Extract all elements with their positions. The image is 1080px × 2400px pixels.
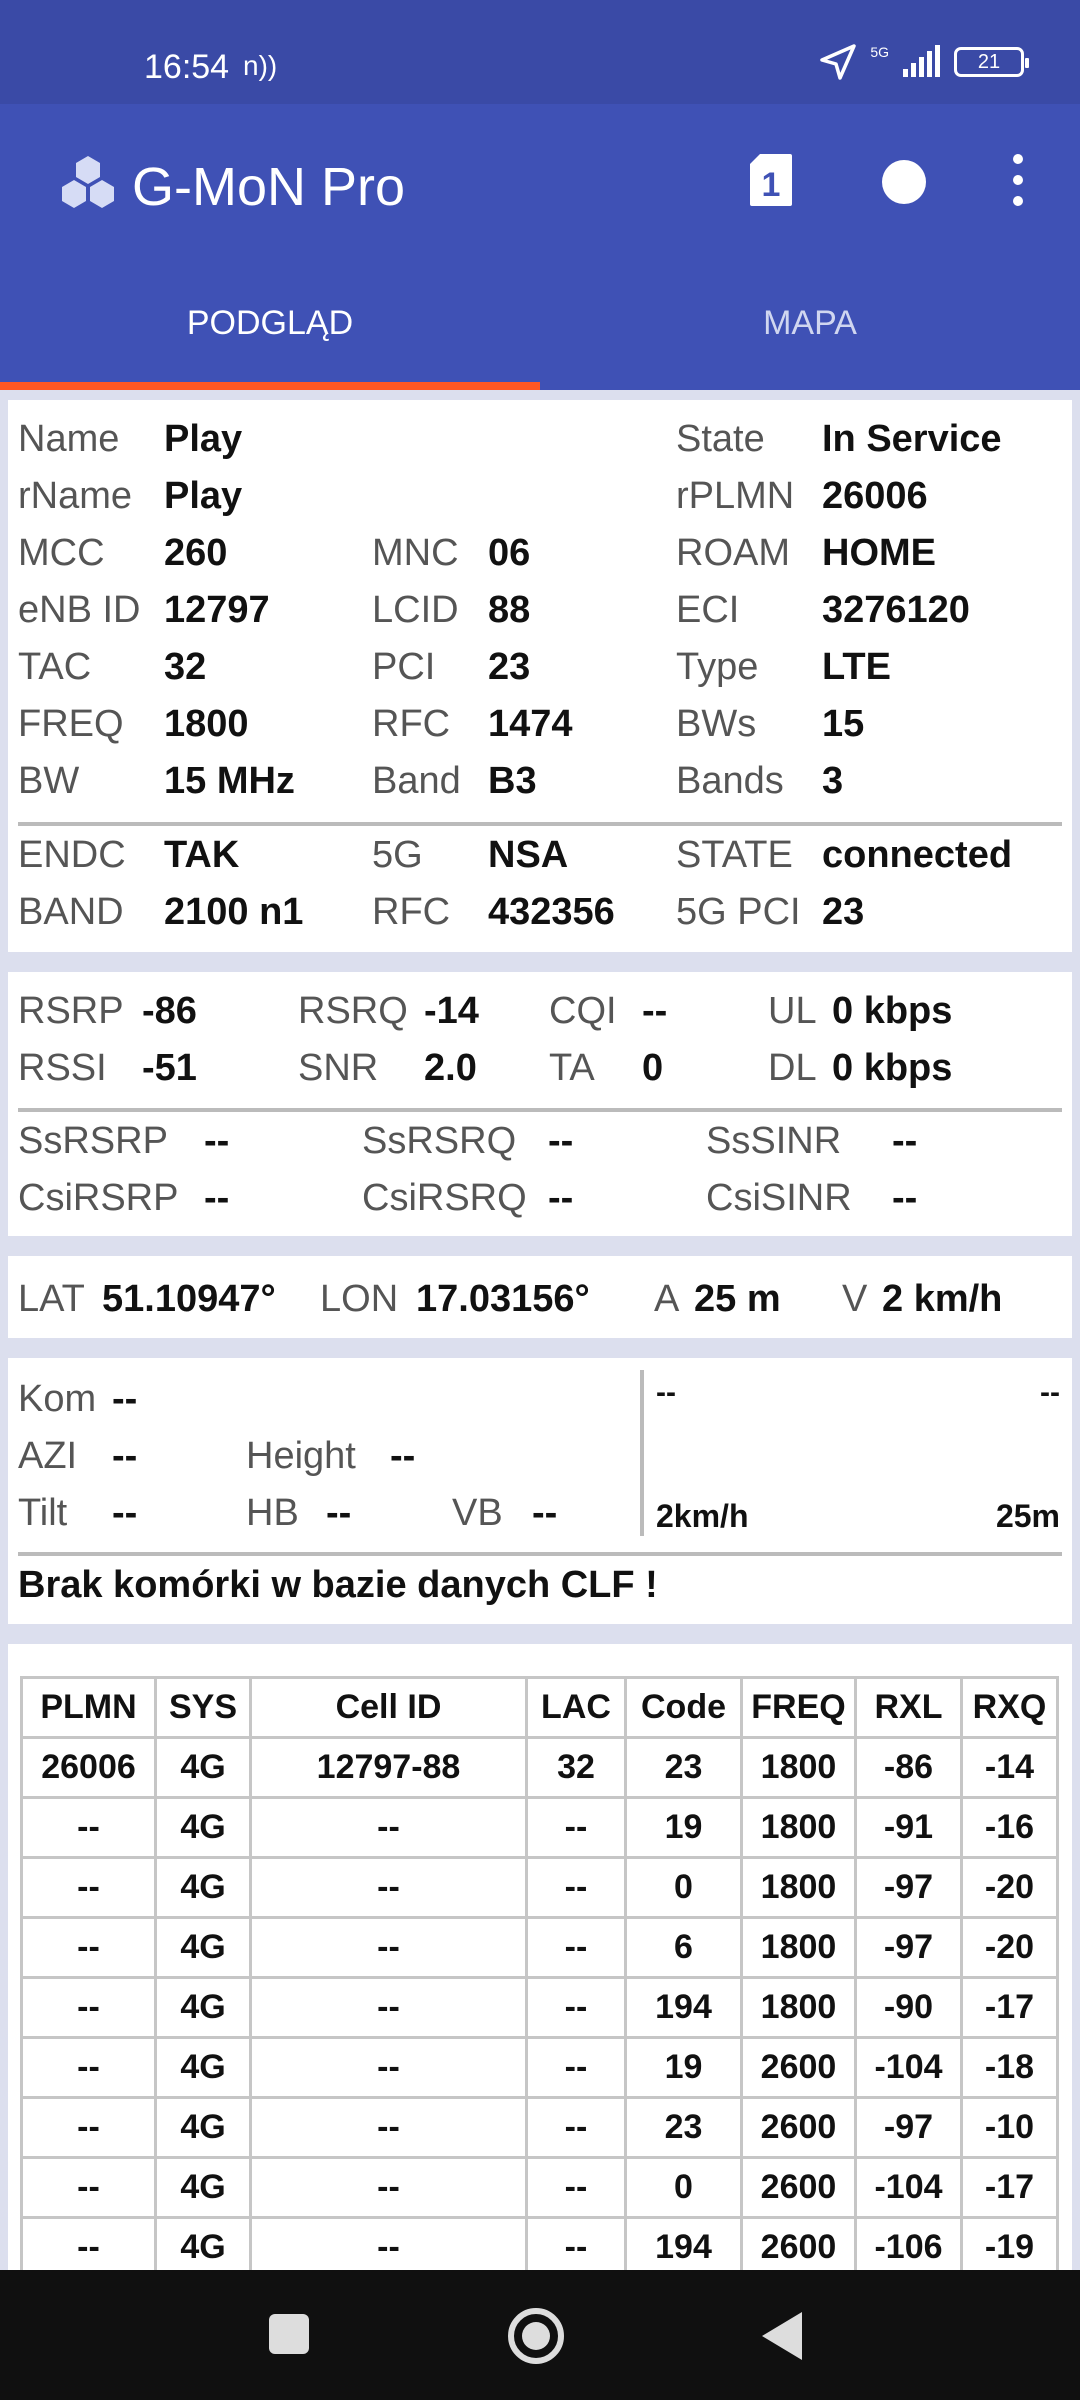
table-cell: -- [22,2218,156,2271]
hb-label: HB [246,1492,299,1534]
cqi-label: CQI [549,990,617,1032]
app-bar [0,104,1080,390]
rname-label: rName [18,475,133,517]
location-card [8,1256,1072,1338]
band-value: B3 [488,760,537,802]
table-cell: 19 [626,1798,742,1858]
table-cell: -20 [962,1918,1058,1978]
table-cell: -- [251,2218,527,2271]
signal-card [8,972,1072,1236]
table-cell: 4G [156,2038,251,2098]
tab-podglad[interactable]: PODGLĄD [186,304,354,342]
table-cell: 1800 [742,1738,856,1798]
back-button[interactable] [762,2312,802,2360]
velocity-label: V [842,1278,868,1320]
table-cell: -20 [962,1858,1058,1918]
csirsrq-value: -- [548,1177,574,1219]
location-arrow-icon [820,44,856,80]
g5pci-label: 5G PCI [676,891,801,933]
state2-value: connected [822,834,1013,876]
table-row [22,1978,1058,2038]
table-cell: -19 [962,2218,1058,2271]
table-cell: 1800 [742,1918,856,1978]
snr-label: SNR [298,1047,379,1089]
app-title: G-MoN Pro [132,157,406,217]
table-cell: -- [22,2038,156,2098]
csisinr-value: -- [892,1177,918,1219]
pci-value: 23 [488,646,531,688]
state-label: State [676,418,765,460]
table-cell: -86 [856,1738,962,1798]
lat-value: 51.10947° [102,1278,276,1320]
more-options-icon[interactable] [1008,154,1028,208]
col-rxl: RXL [856,1678,962,1738]
rssi-label: RSSI [18,1047,107,1089]
table-cell: -- [251,1918,527,1978]
tab-mapa[interactable]: MAPA [763,304,857,342]
accuracy-label: A [654,1278,680,1320]
navigation-bar [0,2270,1080,2400]
table-body [22,1738,1058,2271]
name-label: Name [18,418,120,460]
cqi-value: -- [642,990,668,1032]
mnc-value: 06 [488,532,531,574]
table-cell: 4G [156,1978,251,2038]
mini-speed: 2km/h [656,1498,749,1534]
table-cell: -- [527,2158,626,2218]
g5pci-value: 23 [822,891,865,933]
rfc2-value: 432356 [488,891,615,933]
height-label: Height [246,1435,356,1477]
table-cell: -- [251,2038,527,2098]
table-cell: -- [251,1978,527,2038]
status-icons [820,44,1024,80]
band2-label: BAND [18,891,124,933]
table-cell: -- [251,2158,527,2218]
table-cell: 194 [626,1978,742,2038]
table-cell: 4G [156,1798,251,1858]
lat-label: LAT [18,1278,85,1320]
azi-label: AZI [18,1435,78,1477]
record-icon[interactable] [882,160,926,204]
mini-top-right: -- [1040,1376,1060,1409]
table-cell: -97 [856,2098,962,2158]
rfc-label: RFC [372,703,451,745]
table-cell: -16 [962,1798,1058,1858]
mcc-label: MCC [18,532,105,574]
azi-value: -- [112,1435,138,1477]
roam-value: HOME [822,532,936,574]
tilt-value: -- [112,1492,138,1534]
table-cell: -- [527,2218,626,2271]
table-cell: 26006 [22,1738,156,1798]
table-cell: -- [527,1858,626,1918]
table-cell: -90 [856,1978,962,2038]
table-cell: 2600 [742,2038,856,2098]
table-cell: 1800 [742,1978,856,2038]
table-row [22,1738,1058,1798]
table-cell: 4G [156,2218,251,2271]
table-cell: 4G [156,2098,251,2158]
ssrsrq-value: -- [548,1120,574,1162]
bw-value: 15 MHz [164,760,295,802]
state-value: In Service [822,418,1002,460]
table-cell: 2600 [742,2098,856,2158]
table-cell: -- [22,1858,156,1918]
table-cell: 194 [626,2218,742,2271]
rname-value: Play [164,475,243,517]
col-freq: FREQ [742,1678,856,1738]
vb-value: -- [532,1492,558,1534]
table-cell: -17 [962,2158,1058,2218]
rplmn-label: rPLMN [676,475,795,517]
kom-value: -- [112,1378,138,1420]
rssi-value: -51 [142,1047,197,1089]
eci-label: ECI [676,589,740,631]
rsrp-label: RSRP [18,990,124,1032]
signal-strength-icon [903,47,940,77]
ul-value: 0 kbps [832,990,953,1032]
status-time: 16:54 [144,48,230,86]
enb-label: eNB ID [18,589,141,631]
band2-value: 2100 n1 [164,891,304,933]
col-cellid: Cell ID [251,1678,527,1738]
lcid-label: LCID [372,589,459,631]
battery-level: 21 [977,51,1001,73]
bws-value: 15 [822,703,865,745]
table-row [22,1858,1058,1918]
freq-value: 1800 [164,703,249,745]
sssinr-label: SsSINR [706,1120,842,1162]
nfc-icon: n)) [243,50,278,81]
table-cell: -- [251,2098,527,2158]
table-cell: -17 [962,1978,1058,2038]
tac-value: 32 [164,646,207,688]
table-cell: 1800 [742,1858,856,1918]
pci-label: PCI [372,646,436,688]
bw-label: BW [18,760,80,802]
table-cell: -- [527,1798,626,1858]
table-cell: 0 [626,2158,742,2218]
col-plmn: PLMN [22,1678,156,1738]
cell-info-card [8,400,1072,952]
site-divider [18,1552,1062,1556]
ssrsrp-label: SsRSRP [18,1120,168,1162]
table-cell: 23 [626,2098,742,2158]
neighbor-card [8,1644,1072,2270]
app-logo-icon [52,150,124,222]
mnc-label: MNC [372,532,459,574]
clf-message: Brak komórki w bazie danych CLF ! [18,1564,658,1606]
sim-card-icon[interactable] [748,152,794,208]
ssrsrp-value: -- [204,1120,230,1162]
table-row [22,1798,1058,1858]
band-label: Band [372,760,461,802]
type-value: LTE [822,646,891,688]
endc-label: ENDC [18,834,126,876]
bws-label: BWs [676,703,757,745]
table-cell: 4G [156,1918,251,1978]
table-cell: 4G [156,1738,251,1798]
table-cell: -- [251,1798,527,1858]
sssinr-value: -- [892,1120,918,1162]
cell-divider [18,822,1062,826]
table-cell: -- [22,1978,156,2038]
table-cell: 12797-88 [251,1738,527,1798]
dl-label: DL [768,1047,817,1089]
table-cell: 19 [626,2038,742,2098]
name-value: Play [164,418,243,460]
accuracy-value: 25 m [694,1278,781,1320]
csirsrp-label: CsiRSRP [18,1177,179,1219]
dl-value: 0 kbps [832,1047,953,1089]
table-row [22,2218,1058,2271]
lcid-value: 88 [488,589,531,631]
table-cell: -104 [856,2038,962,2098]
ta-label: TA [549,1047,595,1089]
ta-value: 0 [642,1047,664,1089]
snr-value: 2.0 [424,1047,477,1089]
home-button[interactable] [508,2308,564,2364]
col-code: Code [626,1678,742,1738]
tilt-label: Tilt [18,1492,68,1534]
table-cell: 0 [626,1858,742,1918]
table-cell: -18 [962,2038,1058,2098]
csirsrp-value: -- [204,1177,230,1219]
network-type: 5G [870,44,889,60]
table-row [22,2098,1058,2158]
csisinr-label: CsiSINR [706,1177,852,1219]
table-cell: -104 [856,2158,962,2218]
hb-value: -- [326,1492,352,1534]
mini-accuracy: 25m [995,1498,1060,1534]
table-cell: -97 [856,1918,962,1978]
velocity-value: 2 km/h [882,1278,1003,1320]
site-vertical-divider [640,1370,644,1536]
enb-value: 12797 [164,589,270,631]
csirsrq-label: CsiRSRQ [362,1177,527,1219]
table-cell: -- [527,2098,626,2158]
vb-label: VB [452,1492,503,1534]
table-cell: -- [22,2098,156,2158]
table-cell: 6 [626,1918,742,1978]
table-cell: -14 [962,1738,1058,1798]
table-cell: -- [251,1858,527,1918]
battery-icon [954,47,1024,77]
ul-label: UL [768,990,817,1032]
lon-value: 17.03156° [416,1278,590,1320]
freq-label: FREQ [18,703,124,745]
table-cell: -97 [856,1858,962,1918]
neighbor-table [20,1676,1059,2270]
table-cell: 1800 [742,1798,856,1858]
g5-value: NSA [488,834,569,876]
table-cell: -- [22,2158,156,2218]
tab-indicator [0,382,540,390]
mini-top-left: -- [656,1376,676,1409]
bands-value: 3 [822,760,844,802]
sim-number: 1 [761,166,781,204]
table-row [22,2038,1058,2098]
eci-value: 3276120 [822,589,970,631]
type-label: Type [676,646,759,688]
table-cell: 4G [156,1858,251,1918]
table-row [22,2158,1058,2218]
ssrsrq-label: SsRSRQ [362,1120,517,1162]
tac-label: TAC [18,646,92,688]
table-cell: -- [527,2038,626,2098]
col-sys: SYS [156,1678,251,1738]
rsrp-value: -86 [142,990,197,1032]
rsrq-value: -14 [424,990,479,1032]
table-cell: 4G [156,2158,251,2218]
table-cell: -- [22,1798,156,1858]
table-cell: -- [527,1918,626,1978]
roam-label: ROAM [676,532,790,574]
lon-label: LON [320,1278,399,1320]
rplmn-value: 26006 [822,475,928,517]
table-header-row [22,1678,1058,1738]
state2-label: STATE [676,834,793,876]
table-cell: 2600 [742,2158,856,2218]
rfc-value: 1474 [488,703,573,745]
table-cell: -- [527,1978,626,2038]
table-cell: 23 [626,1738,742,1798]
table-cell: -106 [856,2218,962,2271]
table-cell: -10 [962,2098,1058,2158]
col-rxq: RXQ [962,1678,1058,1738]
rfc2-label: RFC [372,891,451,933]
col-lac: LAC [527,1678,626,1738]
height-value: -- [390,1435,416,1477]
table-row [22,1918,1058,1978]
recents-button[interactable] [269,2314,309,2354]
table-cell: -- [22,1918,156,1978]
table-cell: -91 [856,1798,962,1858]
site-card [8,1358,1072,1624]
status-bar [0,0,1080,104]
bands-label: Bands [676,760,784,802]
kom-label: Kom [18,1378,97,1420]
table-cell: 32 [527,1738,626,1798]
table-cell: 2600 [742,2218,856,2271]
g5-label: 5G [372,834,423,876]
mcc-value: 260 [164,532,228,574]
endc-value: TAK [164,834,240,876]
signal-divider [18,1108,1062,1112]
rsrq-label: RSRQ [298,990,408,1032]
